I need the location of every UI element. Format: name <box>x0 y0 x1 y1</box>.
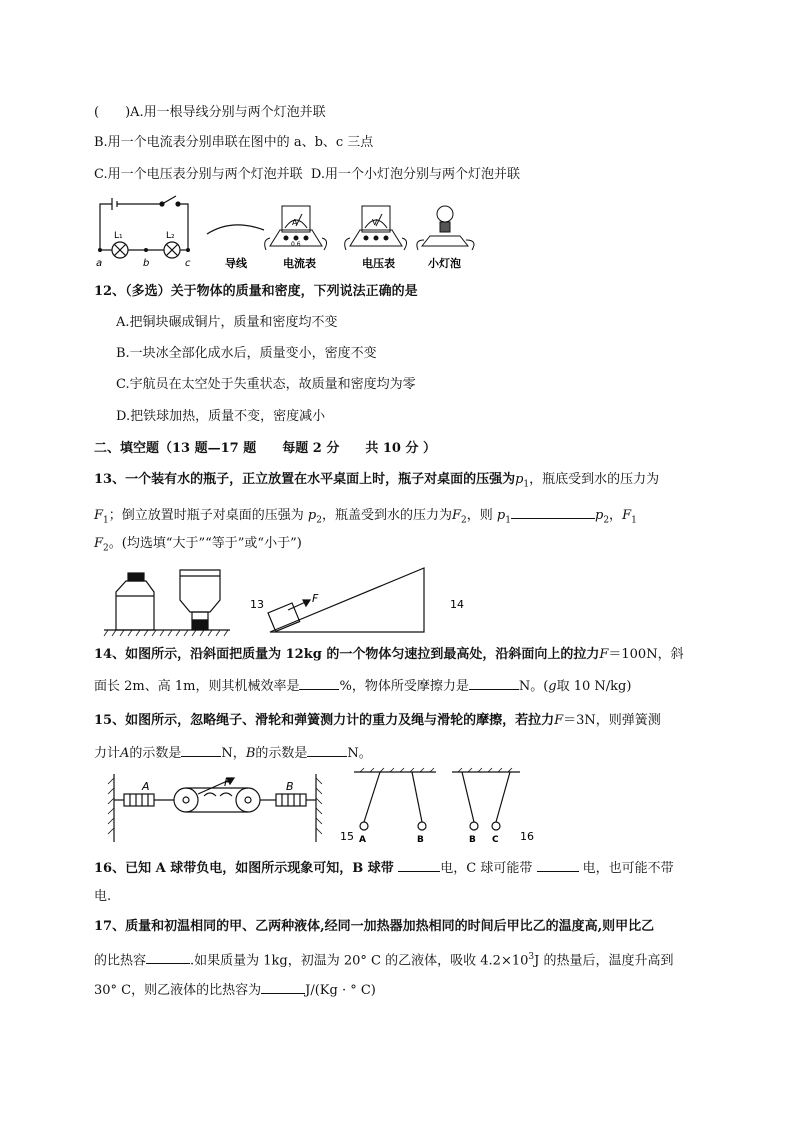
q12-stem: 12、（多选）关于物体的质量和密度，下列说法正确的是 <box>94 284 418 299</box>
fig14-label: 14 <box>450 598 464 611</box>
q15-16-figure <box>100 768 540 846</box>
q12-option-c: C.宇航员在太空处于失重状态，故质量和密度均为零 <box>116 377 416 392</box>
q14-line2: 面长 2m、高 1m，则其机械效率是 %，物体所受摩擦力是 N。(g取 10 N/kg) <box>94 676 631 696</box>
ball-b2-label: B <box>469 835 476 845</box>
switch-icon <box>162 196 176 204</box>
q15-line1: 15、如图所示，忽略绳子、滑轮和弹簧测力计的重力及绳与滑轮的摩擦，若拉力F＝3N，则弹簧测 <box>94 713 661 728</box>
lamp-l1-icon <box>112 242 128 258</box>
q17-answer-blank-2[interactable] <box>261 980 305 994</box>
label-bulb: 小灯泡 <box>428 257 461 270</box>
point-a-label: a <box>96 258 103 269</box>
q15-answer-blank-1[interactable] <box>181 743 221 757</box>
ball-a-icon <box>360 822 368 830</box>
bulb-icon <box>417 206 474 250</box>
q12-option-b: B.一块冰全部化成水后，质量变小，密度不变 <box>116 346 377 361</box>
label-voltmeter: 电压表 <box>362 257 395 270</box>
spring-scale-b-icon <box>276 794 306 806</box>
q15-answer-blank-2[interactable] <box>307 743 347 757</box>
q11-option-a: ( )A.用一根导线分别与两个灯泡并联 <box>94 105 326 120</box>
point-b-label: b <box>143 258 150 269</box>
q17-line1: 17、质量和初温相同的甲、乙两种液体,经同一加热器加热相同的时间后甲比乙的温度高,则甲比乙 <box>94 919 655 934</box>
q14-answer-blank-1[interactable] <box>299 676 339 690</box>
q14-answer-blank-2[interactable] <box>469 676 519 690</box>
ball-b-label: B <box>417 835 424 845</box>
ball-c-icon <box>492 822 500 830</box>
voltmeter-symbol: V <box>372 218 378 227</box>
spring-scale-a-icon <box>124 794 154 806</box>
ball-b-icon <box>418 822 426 830</box>
ball-a-label: A <box>359 835 366 845</box>
lamp-l2-icon <box>164 242 180 258</box>
fig15-label: 15 <box>340 830 354 843</box>
incline <box>270 568 424 632</box>
q13-line2: $F_1$；倒立放置时瓶子对桌面的压强为 $p_2$，瓶盖受到水的压力为$F_2$，则 $p_1$ $p_2$，$F_1$ <box>94 505 637 530</box>
lamp-l1-label: L₁ <box>114 231 123 241</box>
q17-line2: 的比热容 .如果质量为 1kg，初温为 20° C 的乙液体，吸收 $4.2\times 10^3J$ 的热量后，温度升高到 <box>94 952 674 969</box>
spring-b-label: B <box>286 780 294 793</box>
q11-option-c: C.用一个电压表分别与两个灯泡并联 <box>94 167 303 182</box>
q17-answer-blank-1[interactable] <box>146 950 190 964</box>
spring-a-label: A <box>142 780 150 793</box>
left-pulley-icon <box>174 788 198 812</box>
q12-option-d: D.把铁球加热，质量不变，密度减小 <box>116 409 326 424</box>
upright-bottle-icon <box>116 573 154 630</box>
ammeter-symbol: A <box>292 218 298 227</box>
fig13-label: 13 <box>250 598 264 611</box>
lamp-l2-label: L₂ <box>166 231 175 241</box>
q17-line3: 30° C，则乙液体的比热容为 J/(Kg · ° C) <box>94 980 376 1000</box>
point-c-label: c <box>185 258 191 269</box>
q16-answer-blank-1[interactable] <box>398 858 440 872</box>
q12-option-a: A.把铜块碾成铜片，质量和密度均不变 <box>116 315 338 330</box>
q16-line1: 16、已知 A 球带负电，如图所示现象可知，B 球带 电，C 球可能带 电，也可能不带 <box>94 858 674 878</box>
circuit-diagram <box>100 196 188 258</box>
q13-line1: 13、一个装有水的瓶子，正立放置在水平桌面上时，瓶子对桌面的压强为$p_1$，瓶底受到水的压力为 <box>94 472 660 490</box>
q16-line2: 电. <box>94 889 112 904</box>
q16-answer-blank-2[interactable] <box>537 858 579 872</box>
force-f2-label: F <box>224 776 231 789</box>
q11-option-d: D.用一个小灯泡分别与两个灯泡并联 <box>310 167 520 182</box>
q13-14-figure <box>100 566 480 640</box>
section-title: 二、填空题（13 题—17 题 每题 2 分 共 10 分 ） <box>94 441 436 456</box>
ball-c-label: C <box>492 835 499 845</box>
q13-answer-blank-1[interactable] <box>511 505 595 519</box>
right-pulley-icon <box>236 788 260 812</box>
ammeter-scale: 0.6 <box>291 241 301 248</box>
fig16-label: 16 <box>520 830 534 843</box>
force-f-label: F <box>312 592 319 605</box>
wire-icon <box>207 225 264 234</box>
q13-line3: $F_2$。(均选填“大于”“等于”或“小于”) <box>94 536 302 554</box>
label-wire: 导线 <box>225 257 247 270</box>
q11-figure <box>92 192 512 274</box>
ball-b2-icon <box>470 822 478 830</box>
q14-line1: 14、如图所示，沿斜面把质量为 12kg 的一个物体匀速拉到最高处，沿斜面向上的拉力F＝100N，斜 <box>94 647 684 662</box>
q11-options-cd <box>94 166 520 184</box>
q15-line2: 力计A的示数是 N，B的示数是 N。 <box>94 743 372 763</box>
inverted-bottle-icon <box>180 570 220 630</box>
voltmeter-icon <box>345 206 407 250</box>
q11-option-b: B.用一个电流表分别串联在图中的 a、b、c 三点 <box>94 135 374 150</box>
label-ammeter: 电流表 <box>283 257 316 270</box>
